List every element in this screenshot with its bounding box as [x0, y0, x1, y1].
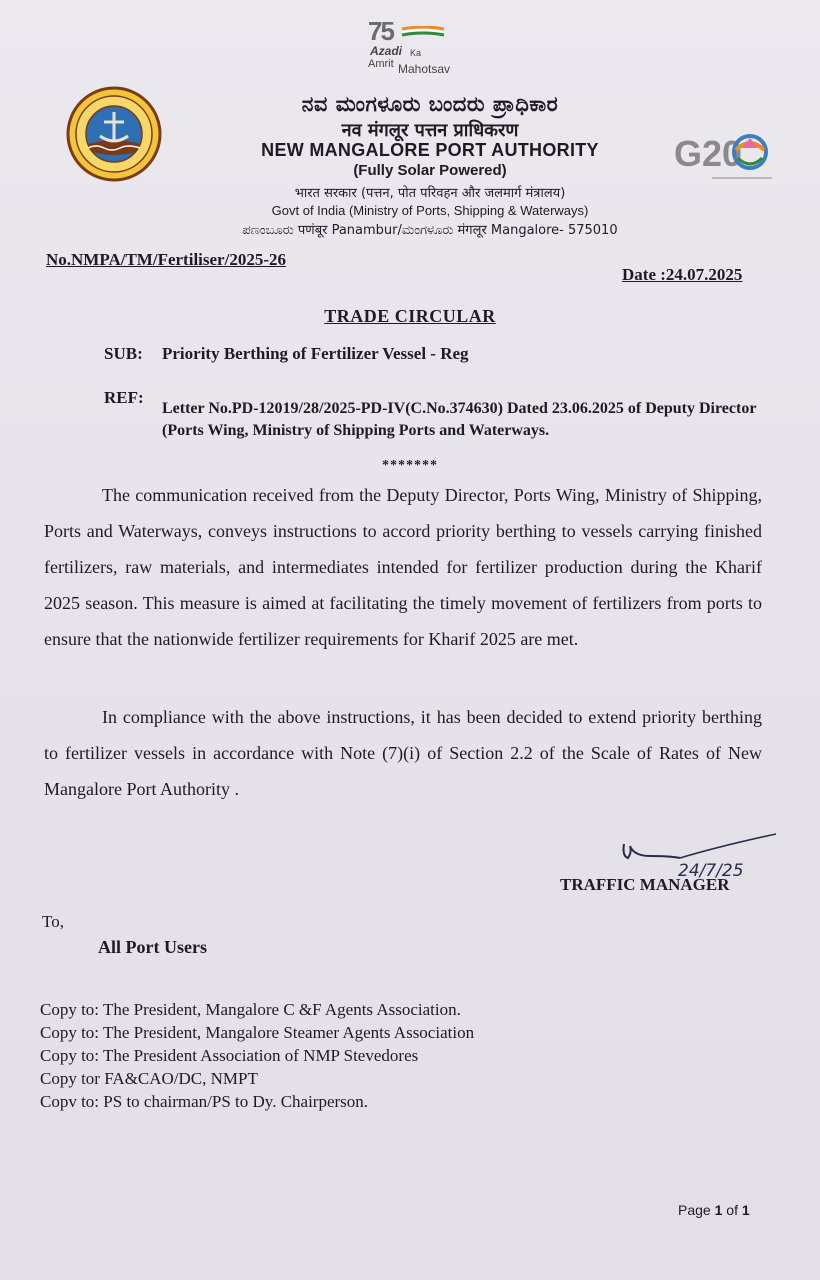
logo-number: 75	[368, 16, 393, 46]
copy-to-item: Copy to: The President Association of NMP Stevedores	[40, 1046, 419, 1065]
recipient: All Port Users	[98, 937, 207, 957]
copy-to-item: Copy tor FA&CAO/DC, NMPT	[40, 1069, 258, 1088]
address-line: ಪಣಂಬೂರು पणंबूर Panambur/ಮಂಗಳೂರು मंगलूर Mangalore- 575010	[242, 223, 618, 238]
page-current: 1	[714, 1202, 723, 1218]
signature-date: 24/7/25	[678, 861, 744, 881]
page-number	[678, 1202, 750, 1218]
g20-logo	[672, 128, 776, 188]
port-authority-seal-icon	[66, 86, 162, 182]
govt-line-hindi: भारत सरकार (पत्तन, पोत परिवहन और जलमार्ग मंत्रालय)	[294, 186, 566, 201]
body-paragraph-2: In compliance with the above instructions, it has been decided to extend priority berthing to fertilizer vessels in accordance with Note (7)(i) of Section 2.2 of the Scale of Rates of New Mangalore Port Authority .	[44, 707, 762, 799]
solar-powered-note: (Fully Solar Powered)	[353, 162, 507, 179]
flag-stripes-icon	[402, 26, 444, 38]
logo-text-mahotsav: Mahotsav	[398, 62, 451, 76]
subject-label: SUB:	[104, 344, 143, 363]
circular-date: Date :24.07.2025	[622, 265, 743, 284]
logo-text-azadi: Azadi	[370, 44, 403, 58]
azadi-ka-amrit-mahotsav-logo	[350, 16, 460, 76]
govt-line-english: Govt of India (Ministry of Ports, Shipping & Waterways)	[271, 203, 589, 218]
page-prefix: Page	[678, 1202, 711, 1218]
copy-to-item: Copv to: PS to chairman/PS to Dy. Chairperson.	[40, 1092, 369, 1111]
to-label: To,	[42, 912, 64, 931]
subject-text: Priority Berthing of Fertilizer Vessel - Reg	[162, 344, 469, 363]
circular-title: TRADE CIRCULAR	[324, 306, 496, 326]
ref-label: REF:	[104, 388, 144, 407]
copy-to-item: Copy to: The President, Mangalore Steamer Agents Association	[40, 1023, 475, 1042]
body-paragraph-1: The communication received from the Deputy Director, Ports Wing, Ministry of Shipping, Ports and Waterways, conveys instructions to accord priority berthing to vessels carrying finished fertilizers, raw materials, and intermediates intended for fertilizer production during the Kharif 2025 season. This measure is aimed at facilitating the timely movement of fertilizers from ports to ensure that the nationwide fertilizer requirements for Kharif 2025 are met.	[44, 485, 762, 649]
org-name-hindi: नव मंगलूर पत्तन प्राधिकरण	[341, 120, 519, 141]
ref-text: Letter No.PD-12019/28/2025-PD-IV(C.No.374630) Dated 23.06.2025 of Deputy Director (Ports Wing, Ministry of Shipping Ports and Waterways.	[162, 400, 757, 439]
signatory-designation: TRAFFIC MANAGER	[560, 875, 730, 894]
org-name-kannada: ನವ ಮಂಗಳೂರು ಬಂದರು ಪ್ರಾಧಿಕಾರ	[301, 92, 559, 116]
separator-stars: *******	[382, 458, 438, 473]
copy-to-list	[40, 998, 474, 1113]
org-name-english: NEW MANGALORE PORT AUTHORITY	[261, 140, 599, 160]
page-total: 1	[741, 1202, 750, 1218]
copy-to-item: Copy to: The President, Mangalore C &F Agents Association.	[40, 1000, 461, 1019]
logo-text-amrit: Amrit	[368, 58, 394, 70]
g20-logo-text: G20	[674, 133, 743, 174]
logo-text-ka: Ka	[410, 48, 422, 58]
page-of: of	[726, 1202, 738, 1218]
reference-number: No.NMPA/TM/Fertiliser/2025-26	[46, 250, 286, 269]
